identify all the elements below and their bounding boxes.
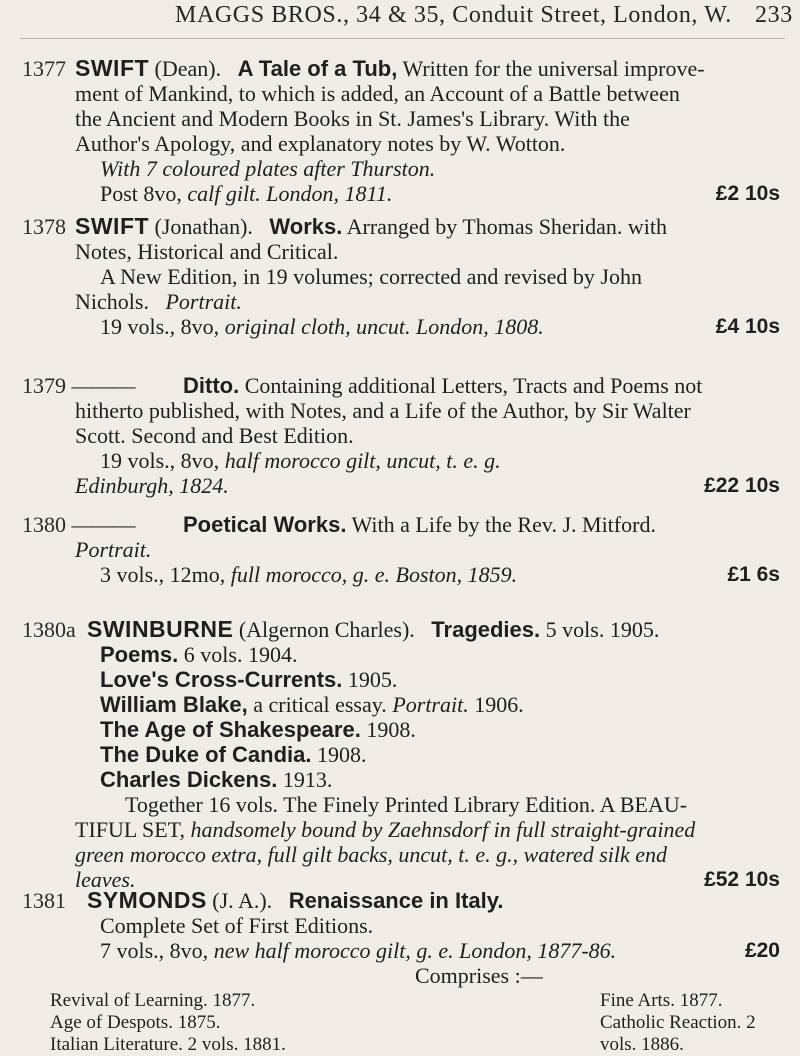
book-title: Charles Dickens. (100, 767, 278, 792)
contents-item: Fine Arts. 1877. (600, 990, 723, 1011)
imprint-line (75, 938, 780, 963)
description-line: hitherto published, with Notes, and a Life of the Author, by Sir Walter (75, 398, 691, 423)
plates-note: With 7 coloured plates after Thurston. (100, 156, 436, 181)
description-line (75, 817, 780, 842)
author-name: SWIFT (75, 213, 150, 239)
description-line: A New Edition, in 19 volumes; corrected and revised by John (100, 264, 642, 289)
comprises-label: Comprises :— (415, 963, 543, 988)
contents-row (50, 990, 780, 1012)
lot-number: 1381 (22, 888, 66, 913)
contents-item: Age of Despots. 1875. (50, 1012, 221, 1033)
description-line: Complete Set of First Editions. (100, 913, 374, 938)
imprint-place-date: Edinburgh, 1824. (75, 473, 229, 498)
book-title: The Duke of Candia. (100, 742, 312, 767)
description-line: Author's Apology, and explanatory notes by W. Wotton. (75, 131, 566, 156)
binding-and-imprint: calf gilt. London, 1811. (187, 181, 393, 206)
book-title: Ditto. (183, 373, 240, 398)
volumes-date: 1908. (311, 742, 367, 767)
portrait-note: Portrait. (392, 692, 469, 717)
page-number: 233 (755, 2, 793, 28)
header-title: MAGGS BROS., 34 & 35, Conduit Street, London, W. (175, 2, 732, 28)
description-line: the Ancient and Modern Books in St. James's Library. With the (75, 106, 630, 131)
header-rule (20, 38, 785, 39)
author-name: SYMONDS (87, 887, 207, 913)
description-line: Arranged by Thomas Sheridan. with (342, 214, 668, 239)
lot-number: 1378 (22, 214, 66, 239)
price: £20 (744, 939, 780, 962)
portrait-note: Portrait. (165, 289, 242, 314)
description-line: Nichols. (75, 289, 149, 314)
binding-and-imprint: new half morocco gilt, g. e. London, 1877-86. (213, 938, 617, 963)
book-title: William Blake, (100, 692, 248, 717)
contents-item: Catholic Reaction. 2 vols. 1886. (600, 1012, 756, 1055)
author-name: SWIFT (75, 55, 150, 81)
description-line: Notes, Historical and Critical. (75, 239, 339, 264)
sub-title-line (75, 642, 780, 667)
ditto-dash: ——— (71, 373, 135, 398)
sub-title-line (75, 692, 780, 717)
ditto-dash: ——— (71, 512, 135, 537)
description: a critical essay. (247, 692, 393, 717)
author-detail: (Jonathan). (149, 214, 253, 239)
description-line: With a Life by the Rev. J. Mitford. (346, 512, 656, 537)
binding-and-imprint: full morocco, g. e. Boston, 1859. (230, 562, 518, 587)
price: £1 6s (727, 563, 780, 586)
sub-title-line (75, 667, 780, 692)
price: £4 10s (715, 315, 780, 338)
sub-title-line (75, 742, 780, 767)
lot-number-text: 1380 (22, 512, 66, 537)
contents-row (50, 1034, 780, 1056)
lot-number: 1377 (22, 56, 66, 81)
book-title: Renaissance in Italy. (288, 888, 504, 913)
description-line: ment of Mankind, to which is added, an Account of a Battle between (75, 81, 680, 106)
author-detail: (J. A.). (206, 888, 273, 913)
sub-title-line (75, 717, 780, 742)
sub-title-line (75, 767, 780, 792)
volumes-date: 6 vols. 1904. (178, 642, 298, 667)
description-line: Scott. Second and Best Edition. (75, 423, 354, 448)
author-name: SWINBURNE (87, 616, 234, 642)
format: 7 vols., 8vo, (100, 938, 214, 963)
contents-item: Italian Literature. 2 vols. 1881. (50, 1034, 286, 1055)
lot-number: 1380a (22, 617, 76, 642)
book-title: A Tale of a Tub, (237, 56, 398, 81)
book-title: Love's Cross-Currents. (100, 667, 343, 692)
book-title: Works. (269, 214, 343, 239)
imprint-line (75, 473, 780, 498)
format: 19 vols., 8vo, (100, 448, 225, 473)
book-title: The Age of Shakespeare. (100, 717, 361, 742)
contents-item: Revival of Learning. 1877. (50, 990, 256, 1011)
description-line: Together 16 vols. The Finely Printed Library Edition. A BEAU- (125, 792, 688, 817)
binding-line: green morocco extra, full gilt backs, uncut, t. e. g., watered silk end (75, 842, 668, 867)
contents-list (50, 990, 780, 1056)
binding-end: leaves. (75, 867, 136, 892)
binding-and-imprint: original cloth, uncut. London, 1808. (224, 314, 544, 339)
description-text: TIFUL SET, (75, 817, 191, 842)
price: £2 10s (715, 182, 780, 205)
author-detail: (Algernon Charles). (233, 617, 415, 642)
format: 3 vols., 12mo, (100, 562, 231, 587)
volumes-date: 5 vols. 1905. (540, 617, 660, 642)
portrait-note: Portrait. (75, 537, 152, 562)
format: Post 8vo, (100, 181, 188, 206)
author-detail: (Dean). (149, 56, 222, 81)
description-line: Written for the universal improve- (397, 56, 705, 81)
volumes-date: 1906. (468, 692, 524, 717)
price: £52 10s (704, 868, 780, 891)
running-header (175, 2, 793, 29)
book-title: Poems. (100, 642, 179, 667)
binding: half morocco gilt, uncut, t. e. g. (224, 448, 501, 473)
volumes-date: 1908. (360, 717, 416, 742)
volumes-date: 1913. (277, 767, 333, 792)
format: 19 vols., 8vo, (100, 314, 225, 339)
volumes-date: 1905. (342, 667, 398, 692)
lot-number-text: 1379 (22, 373, 66, 398)
imprint-line (75, 314, 780, 339)
imprint-line (75, 448, 780, 473)
imprint-line (75, 562, 780, 587)
book-title: Tragedies. (431, 617, 541, 642)
book-title: Poetical Works. (183, 512, 347, 537)
description-line: Containing additional Letters, Tracts and Poems not (239, 373, 703, 398)
imprint-line (75, 181, 780, 206)
price: £22 10s (704, 474, 780, 497)
binding: handsomely bound by Zaehnsdorf in full straight-grained (190, 817, 696, 842)
